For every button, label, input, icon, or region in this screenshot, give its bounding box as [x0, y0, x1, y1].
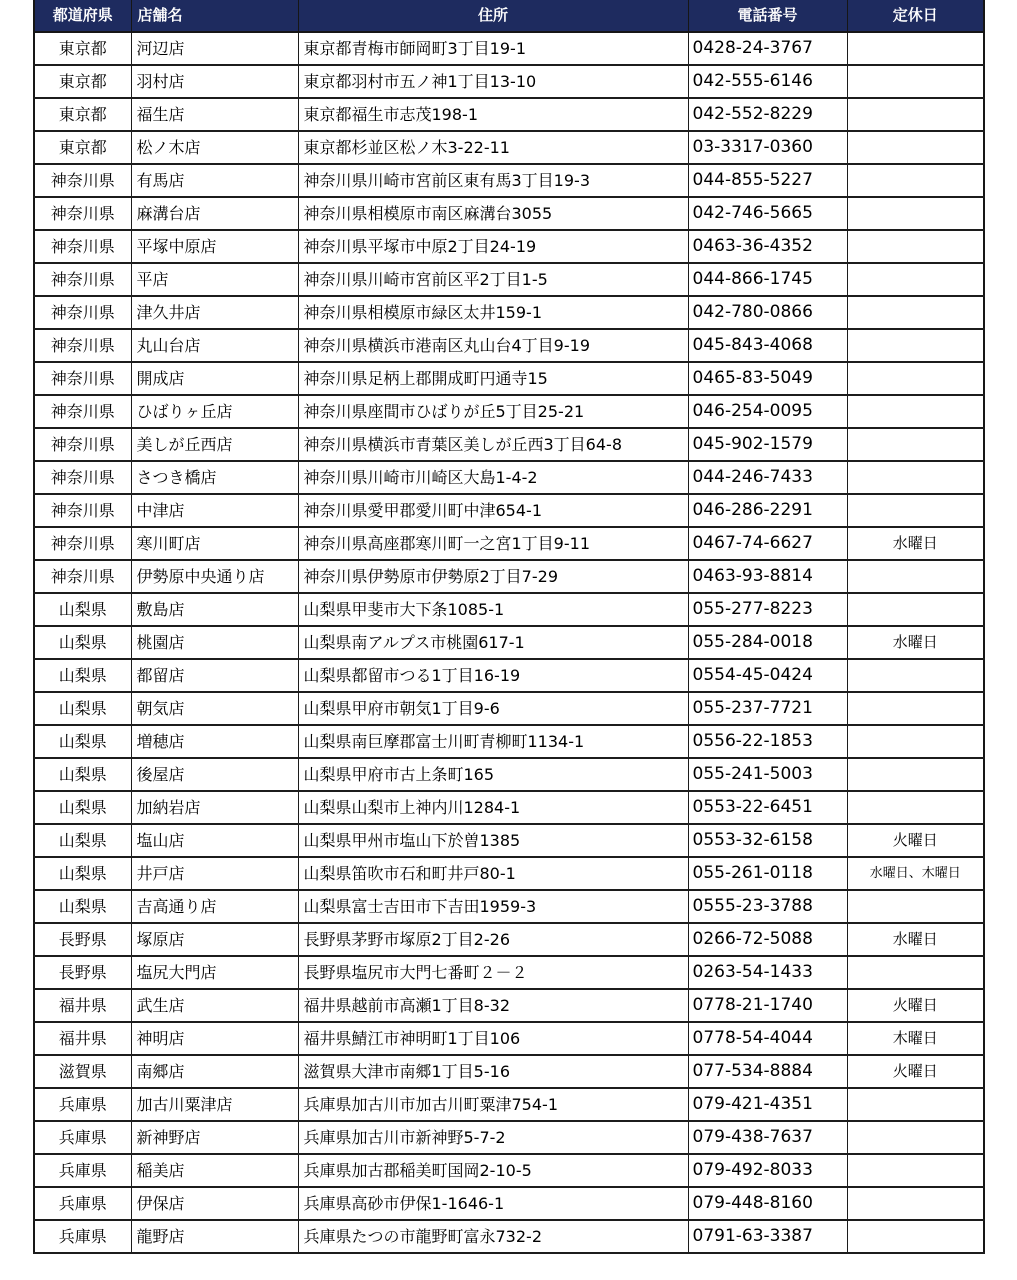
- cell-address: 山梨県甲府市朝気1丁目9-6: [298, 692, 688, 725]
- table-row: [34, 1088, 984, 1121]
- cell-holiday: [847, 329, 984, 362]
- cell-address: 山梨県南巨摩郡富士川町青柳町1134-1: [298, 725, 688, 758]
- cell-holiday: [847, 230, 984, 263]
- cell-address: 山梨県甲斐市大下条1085-1: [298, 593, 688, 626]
- cell-store-name: 寒川町店: [131, 527, 298, 560]
- cell-holiday: 水曜日: [847, 923, 984, 956]
- cell-holiday: [847, 98, 984, 131]
- cell-prefecture: 長野県: [34, 923, 131, 956]
- cell-phone: 046-254-0095: [688, 395, 847, 428]
- cell-address: 神奈川県平塚市中原2丁目24-19: [298, 230, 688, 263]
- table-row: [34, 296, 984, 329]
- col-header-store-name: 店舗名: [131, 0, 298, 32]
- cell-holiday: [847, 395, 984, 428]
- cell-phone: 042-746-5665: [688, 197, 847, 230]
- cell-store-name: 敷島店: [131, 593, 298, 626]
- cell-holiday: [847, 890, 984, 923]
- table-row: [34, 1055, 984, 1088]
- cell-phone: 0553-32-6158: [688, 824, 847, 857]
- cell-prefecture: 山梨県: [34, 890, 131, 923]
- col-header-address: 住所: [298, 0, 688, 32]
- cell-store-name: 武生店: [131, 989, 298, 1022]
- cell-phone: 0467-74-6627: [688, 527, 847, 560]
- cell-prefecture: 神奈川県: [34, 329, 131, 362]
- cell-holiday: 水曜日、木曜日: [847, 857, 984, 890]
- col-header-prefecture: 都道府県: [34, 0, 131, 32]
- cell-holiday: [847, 659, 984, 692]
- col-header-phone: 電話番号: [688, 0, 847, 32]
- table-row: [34, 758, 984, 791]
- table-row: [34, 626, 984, 659]
- cell-holiday: [847, 362, 984, 395]
- cell-prefecture: 滋賀県: [34, 1055, 131, 1088]
- cell-holiday: [847, 1187, 984, 1220]
- cell-address: 山梨県富士吉田市下吉田1959-3: [298, 890, 688, 923]
- cell-prefecture: 東京都: [34, 32, 131, 65]
- cell-phone: 0463-36-4352: [688, 230, 847, 263]
- cell-store-name: 平店: [131, 263, 298, 296]
- cell-phone: 0778-54-4044: [688, 1022, 847, 1055]
- cell-holiday: [847, 1121, 984, 1154]
- store-list: [33, 0, 985, 1254]
- cell-store-name: 都留店: [131, 659, 298, 692]
- cell-holiday: 水曜日: [847, 626, 984, 659]
- cell-address: 兵庫県加古川市加古川町粟津754-1: [298, 1088, 688, 1121]
- cell-phone: 077-534-8884: [688, 1055, 847, 1088]
- table-row: [34, 197, 984, 230]
- cell-phone: 045-843-4068: [688, 329, 847, 362]
- cell-address: 神奈川県相模原市緑区太井159-1: [298, 296, 688, 329]
- cell-address: 兵庫県たつの市龍野町富永732-2: [298, 1220, 688, 1253]
- cell-phone: 0465-83-5049: [688, 362, 847, 395]
- table-row: [34, 593, 984, 626]
- cell-store-name: 中津店: [131, 494, 298, 527]
- cell-address: 神奈川県川崎市川崎区大島1-4-2: [298, 461, 688, 494]
- cell-prefecture: 神奈川県: [34, 296, 131, 329]
- cell-phone: 079-421-4351: [688, 1088, 847, 1121]
- cell-store-name: 丸山台店: [131, 329, 298, 362]
- cell-address: 長野県塩尻市大門七番町２－２: [298, 956, 688, 989]
- cell-store-name: 松ノ木店: [131, 131, 298, 164]
- cell-holiday: [847, 1088, 984, 1121]
- cell-holiday: [847, 1154, 984, 1187]
- cell-address: 神奈川県相模原市南区麻溝台3055: [298, 197, 688, 230]
- cell-address: 福井県鯖江市神明町1丁目106: [298, 1022, 688, 1055]
- table-row: [34, 1121, 984, 1154]
- cell-phone: 079-492-8033: [688, 1154, 847, 1187]
- cell-prefecture: 山梨県: [34, 791, 131, 824]
- cell-store-name: 伊保店: [131, 1187, 298, 1220]
- cell-prefecture: 福井県: [34, 1022, 131, 1055]
- cell-prefecture: 神奈川県: [34, 164, 131, 197]
- cell-prefecture: 神奈川県: [34, 230, 131, 263]
- cell-store-name: 羽村店: [131, 65, 298, 98]
- cell-address: 神奈川県高座郡寒川町一之宮1丁目9-11: [298, 527, 688, 560]
- table-row: [34, 65, 984, 98]
- cell-phone: 045-902-1579: [688, 428, 847, 461]
- cell-phone: 055-237-7721: [688, 692, 847, 725]
- cell-store-name: 津久井店: [131, 296, 298, 329]
- cell-phone: 0555-23-3788: [688, 890, 847, 923]
- cell-store-name: 福生店: [131, 98, 298, 131]
- cell-prefecture: 長野県: [34, 956, 131, 989]
- cell-prefecture: 東京都: [34, 131, 131, 164]
- cell-store-name: 平塚中原店: [131, 230, 298, 263]
- cell-prefecture: 山梨県: [34, 659, 131, 692]
- cell-phone: 055-261-0118: [688, 857, 847, 890]
- cell-holiday: 水曜日: [847, 527, 984, 560]
- cell-prefecture: 神奈川県: [34, 560, 131, 593]
- cell-address: 兵庫県加古郡稲美町国岡2-10-5: [298, 1154, 688, 1187]
- cell-address: 東京都羽村市五ノ神1丁目13-10: [298, 65, 688, 98]
- cell-address: 滋賀県大津市南郷1丁目5-16: [298, 1055, 688, 1088]
- cell-phone: 079-448-8160: [688, 1187, 847, 1220]
- cell-store-name: 開成店: [131, 362, 298, 395]
- cell-holiday: [847, 461, 984, 494]
- table-row: [34, 329, 984, 362]
- cell-address: 神奈川県座間市ひばりが丘5丁目25-21: [298, 395, 688, 428]
- cell-prefecture: 神奈川県: [34, 362, 131, 395]
- cell-phone: 042-552-8229: [688, 98, 847, 131]
- cell-phone: 0778-21-1740: [688, 989, 847, 1022]
- cell-address: 神奈川県伊勢原市伊勢原2丁目7-29: [298, 560, 688, 593]
- cell-address: 山梨県笛吹市石和町井戸80-1: [298, 857, 688, 890]
- table-row: [34, 725, 984, 758]
- cell-phone: 044-866-1745: [688, 263, 847, 296]
- cell-holiday: [847, 956, 984, 989]
- cell-phone: 0553-22-6451: [688, 791, 847, 824]
- cell-phone: 055-241-5003: [688, 758, 847, 791]
- store-table-body: [34, 32, 984, 1253]
- cell-holiday: 木曜日: [847, 1022, 984, 1055]
- cell-phone: 0556-22-1853: [688, 725, 847, 758]
- cell-holiday: [847, 560, 984, 593]
- cell-store-name: 吉高通り店: [131, 890, 298, 923]
- cell-holiday: [847, 1220, 984, 1253]
- cell-address: 山梨県甲州市塩山下於曽1385: [298, 824, 688, 857]
- cell-store-name: 朝気店: [131, 692, 298, 725]
- cell-holiday: [847, 725, 984, 758]
- cell-prefecture: 山梨県: [34, 692, 131, 725]
- cell-prefecture: 神奈川県: [34, 197, 131, 230]
- table-row: [34, 395, 984, 428]
- table-row: [34, 362, 984, 395]
- header-row: [34, 0, 984, 32]
- cell-address: 神奈川県川崎市宮前区東有馬3丁目19-3: [298, 164, 688, 197]
- table-row: [34, 461, 984, 494]
- table-row: [34, 791, 984, 824]
- cell-store-name: 加納岩店: [131, 791, 298, 824]
- table-row: [34, 956, 984, 989]
- cell-store-name: 井戸店: [131, 857, 298, 890]
- table-row: [34, 659, 984, 692]
- cell-store-name: 麻溝台店: [131, 197, 298, 230]
- cell-phone: 0463-93-8814: [688, 560, 847, 593]
- cell-store-name: 有馬店: [131, 164, 298, 197]
- store-list-table: [33, 0, 985, 1254]
- cell-prefecture: 東京都: [34, 98, 131, 131]
- cell-address: 神奈川県足柄上郡開成町円通寺15: [298, 362, 688, 395]
- cell-prefecture: 山梨県: [34, 857, 131, 890]
- cell-prefecture: 山梨県: [34, 824, 131, 857]
- cell-store-name: ひばりヶ丘店: [131, 395, 298, 428]
- cell-phone: 0266-72-5088: [688, 923, 847, 956]
- table-row: [34, 1220, 984, 1253]
- cell-prefecture: 神奈川県: [34, 395, 131, 428]
- cell-prefecture: 兵庫県: [34, 1154, 131, 1187]
- cell-prefecture: 山梨県: [34, 725, 131, 758]
- cell-address: 東京都福生市志茂198-1: [298, 98, 688, 131]
- cell-holiday: [847, 791, 984, 824]
- cell-holiday: 火曜日: [847, 989, 984, 1022]
- table-row: [34, 890, 984, 923]
- cell-phone: 055-277-8223: [688, 593, 847, 626]
- cell-address: 兵庫県高砂市伊保1-1646-1: [298, 1187, 688, 1220]
- cell-prefecture: 山梨県: [34, 626, 131, 659]
- table-row: [34, 32, 984, 65]
- cell-phone: 079-438-7637: [688, 1121, 847, 1154]
- table-row: [34, 560, 984, 593]
- cell-phone: 046-286-2291: [688, 494, 847, 527]
- cell-store-name: 新神野店: [131, 1121, 298, 1154]
- cell-holiday: [847, 428, 984, 461]
- cell-store-name: 伊勢原中央通り店: [131, 560, 298, 593]
- table-row: [34, 164, 984, 197]
- cell-prefecture: 東京都: [34, 65, 131, 98]
- cell-phone: 044-855-5227: [688, 164, 847, 197]
- table-row: [34, 989, 984, 1022]
- table-row: [34, 857, 984, 890]
- cell-address: 神奈川県川崎市宮前区平2丁目1-5: [298, 263, 688, 296]
- cell-phone: 044-246-7433: [688, 461, 847, 494]
- cell-store-name: 加古川粟津店: [131, 1088, 298, 1121]
- cell-store-name: 桃園店: [131, 626, 298, 659]
- cell-phone: 055-284-0018: [688, 626, 847, 659]
- cell-prefecture: 神奈川県: [34, 263, 131, 296]
- cell-store-name: 河辺店: [131, 32, 298, 65]
- cell-prefecture: 山梨県: [34, 593, 131, 626]
- cell-store-name: 増穂店: [131, 725, 298, 758]
- cell-phone: 0263-54-1433: [688, 956, 847, 989]
- table-row: [34, 131, 984, 164]
- cell-holiday: [847, 65, 984, 98]
- cell-store-name: 塩山店: [131, 824, 298, 857]
- cell-store-name: さつき橋店: [131, 461, 298, 494]
- cell-phone: 0554-45-0424: [688, 659, 847, 692]
- cell-phone: 042-780-0866: [688, 296, 847, 329]
- cell-address: 神奈川県横浜市青葉区美しが丘西3丁目64-8: [298, 428, 688, 461]
- cell-holiday: [847, 32, 984, 65]
- cell-phone: 0791-63-3387: [688, 1220, 847, 1253]
- cell-prefecture: 兵庫県: [34, 1121, 131, 1154]
- cell-holiday: [847, 197, 984, 230]
- cell-address: 神奈川県横浜市港南区丸山台4丁目9-19: [298, 329, 688, 362]
- cell-prefecture: 山梨県: [34, 758, 131, 791]
- cell-holiday: [847, 263, 984, 296]
- cell-prefecture: 福井県: [34, 989, 131, 1022]
- cell-store-name: 南郷店: [131, 1055, 298, 1088]
- table-row: [34, 263, 984, 296]
- cell-holiday: 火曜日: [847, 1055, 984, 1088]
- cell-prefecture: 神奈川県: [34, 527, 131, 560]
- table-row: [34, 1154, 984, 1187]
- cell-store-name: 美しが丘西店: [131, 428, 298, 461]
- cell-holiday: 火曜日: [847, 824, 984, 857]
- col-header-holiday: 定休日: [847, 0, 984, 32]
- cell-prefecture: 神奈川県: [34, 428, 131, 461]
- cell-prefecture: 神奈川県: [34, 461, 131, 494]
- cell-phone: 0428-24-3767: [688, 32, 847, 65]
- cell-store-name: 塚原店: [131, 923, 298, 956]
- cell-phone: 042-555-6146: [688, 65, 847, 98]
- cell-phone: 03-3317-0360: [688, 131, 847, 164]
- table-row: [34, 527, 984, 560]
- cell-holiday: [847, 131, 984, 164]
- cell-address: 福井県越前市高瀬1丁目8-32: [298, 989, 688, 1022]
- cell-address: 山梨県都留市つる1丁目16-19: [298, 659, 688, 692]
- table-row: [34, 230, 984, 263]
- table-row: [34, 692, 984, 725]
- cell-store-name: 龍野店: [131, 1220, 298, 1253]
- cell-holiday: [847, 692, 984, 725]
- cell-store-name: 塩尻大門店: [131, 956, 298, 989]
- cell-holiday: [847, 296, 984, 329]
- cell-address: 山梨県甲府市古上条町165: [298, 758, 688, 791]
- cell-prefecture: 兵庫県: [34, 1187, 131, 1220]
- cell-holiday: [847, 494, 984, 527]
- table-header: [34, 0, 984, 32]
- table-row: [34, 1187, 984, 1220]
- cell-address: 山梨県南アルプス市桃園617-1: [298, 626, 688, 659]
- cell-prefecture: 兵庫県: [34, 1220, 131, 1253]
- cell-address: 東京都青梅市師岡町3丁目19-1: [298, 32, 688, 65]
- table-row: [34, 1022, 984, 1055]
- table-row: [34, 428, 984, 461]
- cell-store-name: 後屋店: [131, 758, 298, 791]
- table-row: [34, 98, 984, 131]
- cell-store-name: 神明店: [131, 1022, 298, 1055]
- cell-address: 長野県茅野市塚原2丁目2-26: [298, 923, 688, 956]
- cell-holiday: [847, 593, 984, 626]
- cell-address: 神奈川県愛甲郡愛川町中津654-1: [298, 494, 688, 527]
- cell-prefecture: 神奈川県: [34, 494, 131, 527]
- cell-address: 兵庫県加古川市新神野5-7-2: [298, 1121, 688, 1154]
- cell-store-name: 稲美店: [131, 1154, 298, 1187]
- cell-holiday: [847, 164, 984, 197]
- table-row: [34, 824, 984, 857]
- cell-address: 東京都杉並区松ノ木3-22-11: [298, 131, 688, 164]
- cell-prefecture: 兵庫県: [34, 1088, 131, 1121]
- table-row: [34, 494, 984, 527]
- cell-address: 山梨県山梨市上神内川1284-1: [298, 791, 688, 824]
- table-row: [34, 923, 984, 956]
- cell-holiday: [847, 758, 984, 791]
